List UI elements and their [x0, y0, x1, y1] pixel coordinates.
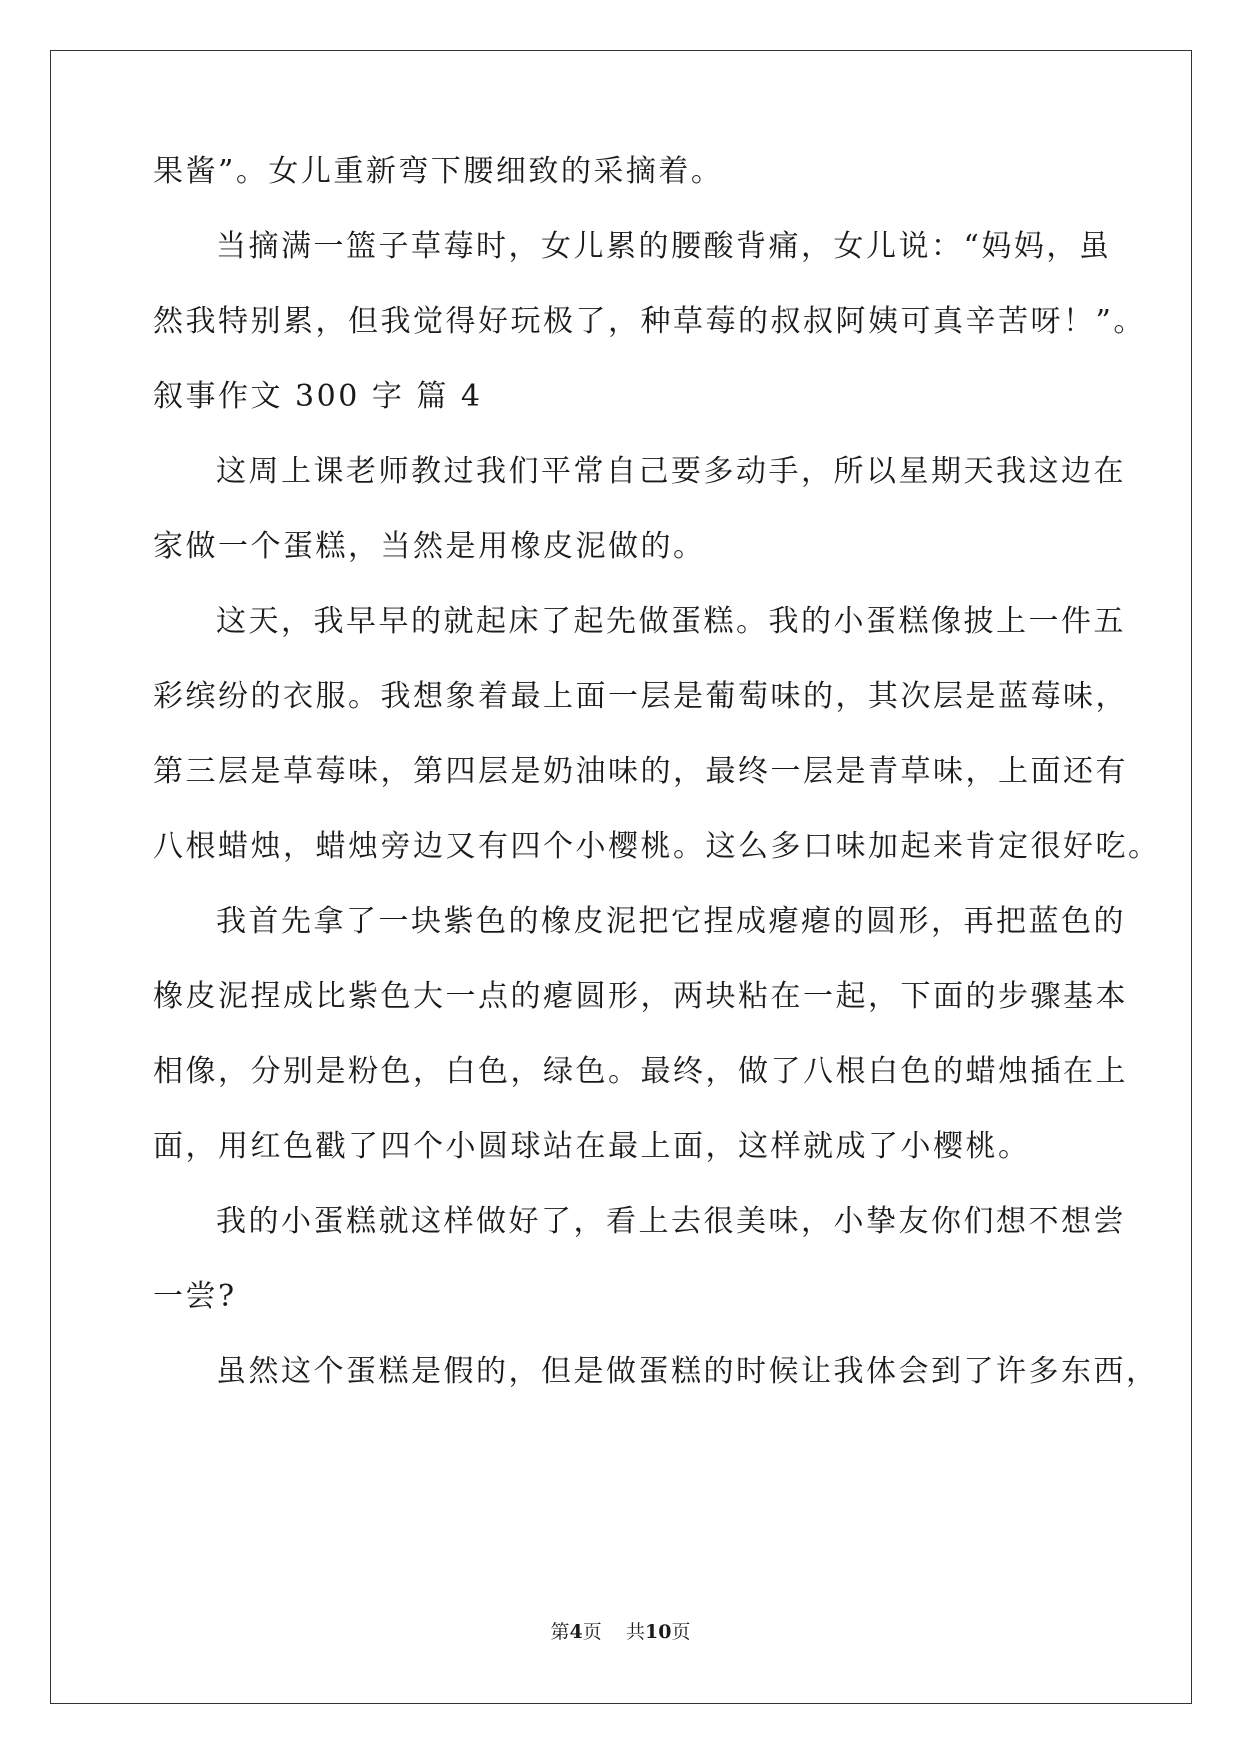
paragraph-start-line: 这天，我早早的就起床了起先做蛋糕。我的小蛋糕像披上一件五 [216, 604, 1126, 639]
body-line: 面，用红色戳了四个小圆球站在最上面，这样就成了小樱桃。 [153, 1129, 1031, 1164]
body-line: 家做一个蛋糕，当然是用橡皮泥做的。 [153, 529, 706, 564]
paragraph-start-line: 虽然这个蛋糕是假的，但是做蛋糕的时候让我体会到了许多东西， [216, 1354, 1159, 1389]
paragraph-start-line: 当摘满一篮子草莓时，女儿累的腰酸背痛，女儿说：“妈妈，虽 [216, 229, 1112, 264]
page-border [50, 50, 1192, 1704]
body-line: 第三层是草莓味，第四层是奶油味的，最终一层是青草味，上面还有 [153, 754, 1128, 789]
body-line: 彩缤纷的衣服。我想象着最上面一层是葡萄味的，其次层是蓝莓味， [153, 679, 1128, 714]
paragraph-start-line: 我的小蛋糕就这样做好了，看上去很美味，小挚友你们想不想尝 [216, 1204, 1126, 1239]
paragraph-start-line: 我首先拿了一块紫色的橡皮泥把它捏成瘪瘪的圆形，再把蓝色的 [216, 904, 1126, 939]
body-line: 八根蜡烛，蜡烛旁边又有四个小樱桃。这么多口味加起来肯定很好吃。 [153, 829, 1161, 864]
footer-total-prefix: 共 [625, 1621, 645, 1643]
footer-total-suffix: 页 [671, 1621, 691, 1643]
paragraph-start-line: 这周上课老师教过我们平常自己要多动手，所以星期天我这边在 [216, 454, 1126, 489]
footer-page-suffix: 页 [582, 1621, 602, 1643]
page-footer [0, 1620, 1241, 1644]
section-heading: 叙事作文 300 字 篇 4 [153, 379, 483, 414]
body-line: 一尝? [153, 1279, 237, 1314]
body-line: 相像，分别是粉色，白色，绿色。最终，做了八根白色的蜡烛插在上 [153, 1054, 1128, 1089]
body-line: 然我特别累，但我觉得好玩极了，种草莓的叔叔阿姨可真辛苦呀！”。 [153, 304, 1146, 339]
footer-prefix: 第 [550, 1621, 570, 1643]
total-pages-number: 10 [644, 1621, 672, 1643]
body-line: 橡皮泥捏成比紫色大一点的瘪圆形，两块粘在一起，下面的步骤基本 [153, 979, 1128, 1014]
current-page-number: 4 [569, 1621, 583, 1643]
body-line: 果酱”。女儿重新弯下腰细致的采摘着。 [153, 154, 724, 189]
